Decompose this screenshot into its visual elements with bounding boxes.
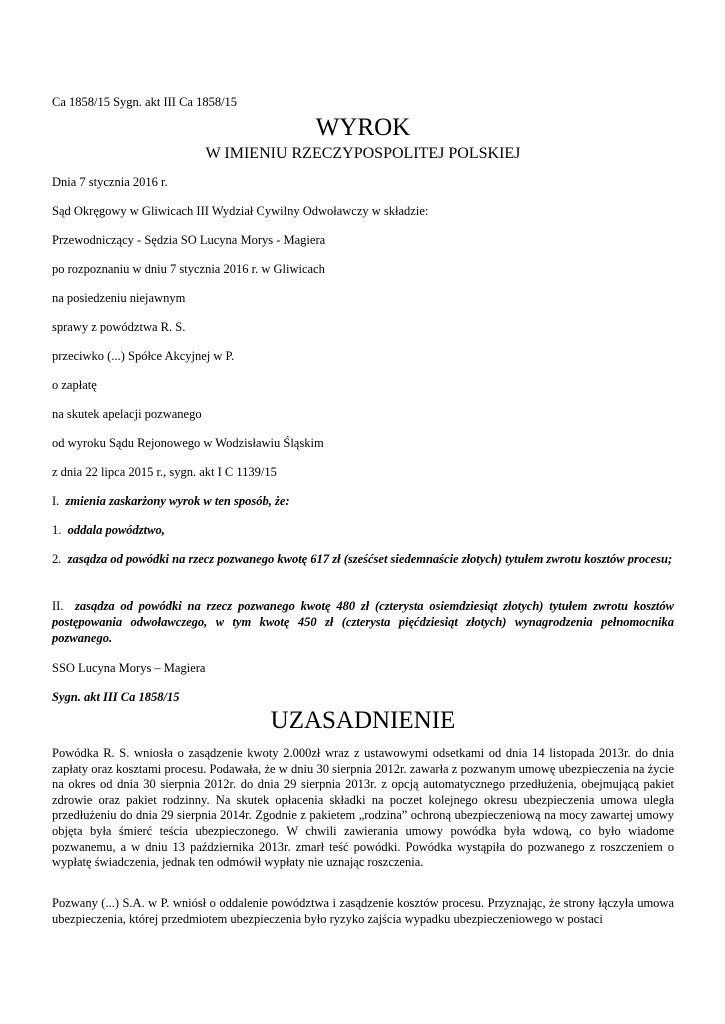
presiding-judge: Przewodniczący - Sędzia SO Lucyna Morys - Magiera (52, 233, 326, 247)
lower-court: od wyroku Sądu Rejonowego w Wodzisławiu Śląskim (52, 436, 324, 450)
defendant: przeciwko (...) Spółce Akcyjnej w P. (52, 349, 235, 363)
lower-court-ruling: z dnia 22 lipca 2015 r., sygn. akt I C 1139/15 (52, 465, 277, 479)
ruling-subpoint-1 (52, 522, 165, 538)
claim-subject: o zapłatę (52, 378, 97, 392)
ruling-subpoint-2 (52, 551, 674, 567)
judgment-date: Dnia 7 stycznia 2016 r. (52, 175, 168, 189)
plaintiff: sprawy z powództwa R. S. (52, 320, 186, 334)
justification-title: UZASADNIENIE (270, 707, 456, 734)
ruling-subpoint-2-number: 2. (52, 552, 62, 566)
ruling-point-1 (52, 493, 290, 509)
justification-reference: Sygn. akt III Ca 1858/15 (52, 690, 180, 704)
ruling-point-2 (52, 598, 674, 646)
ruling-subpoint-1-number: 1. (52, 523, 62, 537)
judgment-subtitle: W IMIENIU RZECZYPOSPOLITEJ POLSKIEJ (205, 145, 521, 162)
appeal-info: na skutek apelacji pozwanego (52, 407, 202, 421)
ruling-point-1-text: zmienia zaskarżony wyrok w ten sposób, że: (65, 494, 290, 508)
judgment-title: WYROK (315, 114, 411, 141)
court-composition: Sąd Okręgowy w Gliwicach III Wydział Cywilny Odwoławczy w składzie: (52, 204, 429, 218)
judge-signature: SSO Lucyna Morys – Magiera (52, 661, 206, 675)
session-type: na posiedzeniu niejawnym (52, 291, 186, 305)
ruling-subpoint-2-text: zasądza od powódki na rzecz pozwanego kwotę 617 zł (sześćset siedemnaście złotych) tytułem zwrotu kosztów procesu; (67, 552, 673, 566)
hearing-info: po rozpoznaniu w dniu 7 stycznia 2016 r. w Gliwicach (52, 262, 325, 276)
ruling-subpoint-1-text: oddala powództwo, (67, 523, 165, 537)
ruling-point-2-number: II. (52, 599, 64, 613)
case-reference: Ca 1858/15 Sygn. akt III Ca 1858/15 (52, 95, 238, 109)
justification-paragraph-2: Pozwany (...) S.A. w P. wniósł o oddalenie powództwa i zasądzenie kosztów procesu. Przyznając, że strony łączyła umowa ubezpieczenia, której przedmiotem ubezpieczenia było ryzyko zajścia wypadku ubezpieczeniowego w postaci (52, 896, 674, 926)
ruling-point-2-text: zasądza od powódki na rzecz pozwanego kwotę 480 zł (czterysta osiemdziesiąt złotych) tytułem zwrotu kosztów postępowania odwoławczego, w tym kwotę 450 zł (czterysta pięćdziesiąt złotych) wynagrodzenia pełnomocnika pozwanego. (52, 599, 674, 645)
justification-paragraph-1: Powódka R. S. wniosła o zasądzenie kwoty 2.000zł wraz z ustawowymi odsetkami od dnia 14 listopada 2013r. do dnia zapłaty oraz kosztami procesu. Podawała, że w dniu 30 sierpnia 2012r. zawarła z pozwanym umowę ubezpieczenia na życie na okres od dnia 30 sierpnia 2012r. do dnia 29 sierpnia 2013r. z opcją automatycznego przedłużenia, obejmującą pakiet zdrowie oraz pakiet rodzinny. Na skutek opłacenia składki na poczet kolejnego okresu ubezpieczenia umowa uległa przedłużeniu do dnia 29 sierpnia 2014r. Zgodnie z pakietem „rodzina” ochroną ubezpieczeniową na mocy zawartej umowy objęta była śmierć teścia ubezpieczonego. W chwili zawierania umowy powódka była wdową, co było wiadome pozwanemu, a w dniu 13 października 2013r. zmarł teść powódki. Powódka wystąpiła do pozwanego z roszczeniem o wypłatę świadczenia, jednak ten odmówił wypłaty nie uznając roszczenia. (52, 746, 674, 870)
ruling-point-1-number: I. (52, 494, 60, 508)
